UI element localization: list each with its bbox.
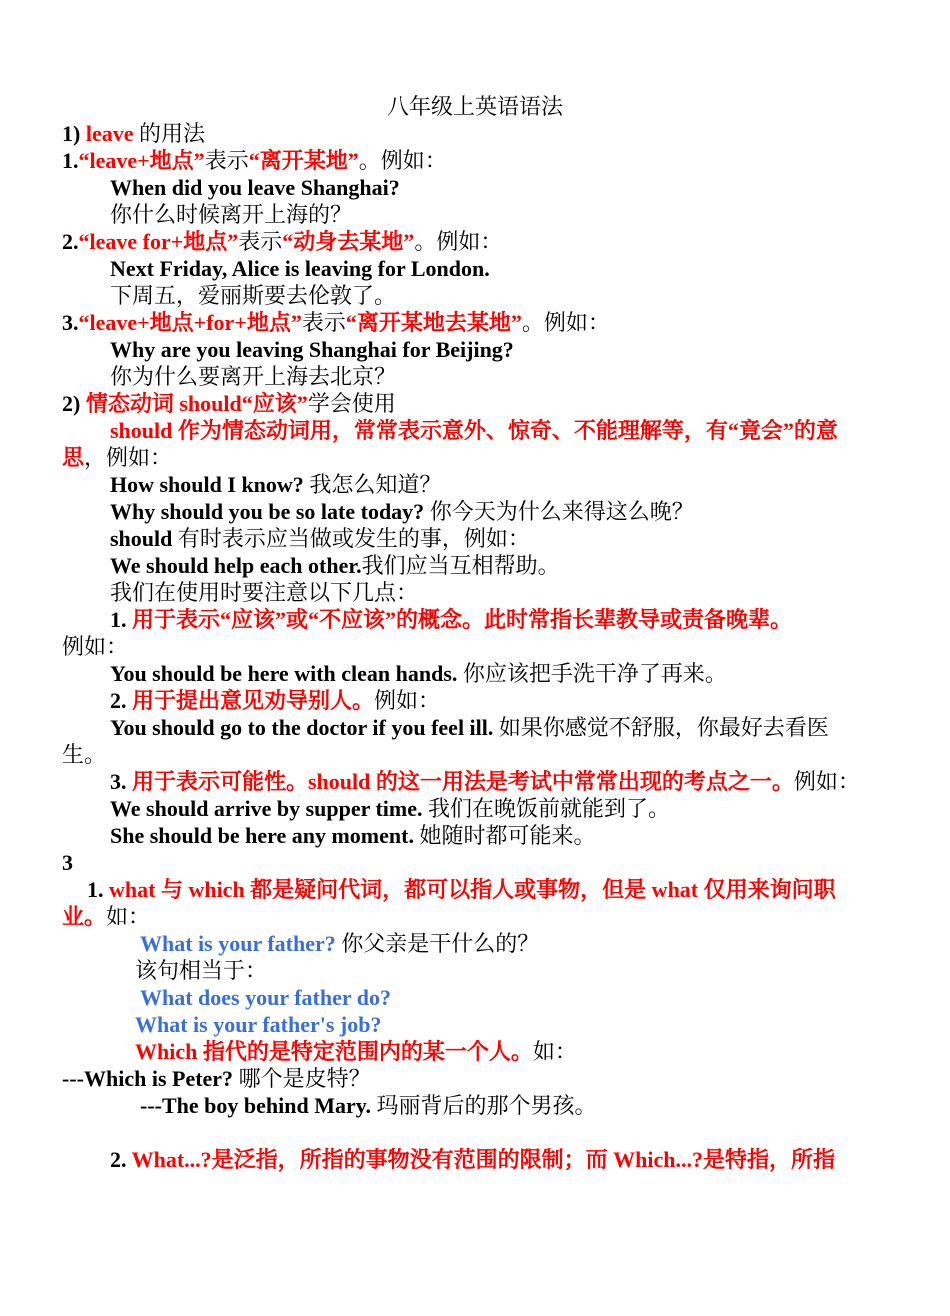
- example-en: How should I know?: [110, 472, 304, 497]
- example-3: [110, 552, 890, 579]
- point-highlight: 用于表示可能性。should 的这一用法是考试中常常出现的考点之一。: [126, 769, 794, 794]
- example-zh: 你应该把手洗干净了再来。: [457, 661, 727, 686]
- answer-zh: 玛丽背后的那个男孩。: [371, 1093, 597, 1118]
- section-number: 2): [62, 391, 81, 416]
- rule-number: 2.: [62, 229, 79, 254]
- point-number: 2.: [110, 688, 127, 713]
- point-2-example: [110, 714, 890, 741]
- example-zh: 你什么时候离开上海的？: [110, 202, 353, 227]
- point-1: [110, 606, 890, 633]
- point-2-cont: 生。: [62, 742, 107, 767]
- question-zh: 你父亲是干什么的？: [335, 931, 540, 956]
- intro-end: ，例如：: [84, 445, 173, 470]
- example-en: Why should you be so late today?: [110, 499, 425, 524]
- example-en: You should be here with clean hands.: [110, 661, 458, 686]
- question-zh: 哪个是皮特？: [233, 1066, 371, 1091]
- rule-mid: 表示: [301, 310, 346, 335]
- point-end: 例如：: [374, 688, 441, 713]
- question-en: What is your father?: [140, 931, 336, 956]
- should-intro-line-1: should 作为情态动词用，常常表示意外、惊奇、不能理解等，有“竟会”的意: [110, 418, 838, 443]
- point-highlight: 用于表示“应该”或“不应该”的概念。此时常指长辈教导或责备晚辈。: [126, 607, 793, 632]
- question-1: [140, 930, 890, 957]
- points-intro: 我们在使用时要注意以下几点：: [110, 580, 419, 605]
- point-highlight: what 与 which 都是疑问代词，都可以指人或事物，但是 what 仅用来询问职: [103, 877, 836, 902]
- example-en: You should go to the doctor if you feel ill.: [110, 715, 494, 740]
- heading-highlight: 情态动词 should“应该”: [85, 391, 308, 416]
- intro-highlight: 思: [62, 445, 85, 470]
- question-en: ---Which is Peter?: [62, 1066, 234, 1091]
- point-number: 2.: [110, 1147, 127, 1172]
- rule-mid: 表示: [238, 229, 283, 254]
- rule-meaning: “离开某地去某地”: [345, 310, 522, 335]
- section-1-heading: [62, 120, 890, 147]
- section-number: 1): [62, 121, 81, 146]
- point-highlight: 业。: [62, 904, 107, 929]
- example-2: [110, 498, 890, 525]
- point-3-example-2: [110, 822, 890, 849]
- example-en: Why are you leaving Shanghai for Beijing?: [110, 337, 514, 362]
- rule-mid: 表示: [204, 148, 249, 173]
- example-zh: 你今天为什么来得这么晚？: [424, 499, 694, 524]
- answer-en: ---The boy behind Mary.: [140, 1093, 372, 1118]
- rule-end: 。例如：: [521, 310, 610, 335]
- example-zh: 你为什么要离开上海去北京？: [110, 364, 397, 389]
- example-1: [110, 471, 890, 498]
- equivalent-note: 该句相当于：: [135, 958, 268, 983]
- point-end: 如：: [106, 904, 151, 929]
- s3-point-1: [87, 876, 890, 903]
- s3-point-2: [110, 1146, 890, 1173]
- example-zh: 她随时都可能来。: [413, 823, 596, 848]
- example-zh: 我们应当互相帮助。: [361, 553, 560, 578]
- point-1-example: [110, 660, 890, 687]
- answer-4: [140, 1092, 890, 1119]
- section-3-heading: 3: [62, 850, 73, 875]
- section-2-heading: [62, 390, 890, 417]
- rule-pattern: “leave+地点+for+地点”: [78, 310, 302, 335]
- rule-pattern: “leave+地点”: [78, 148, 205, 173]
- which-note: [135, 1038, 890, 1065]
- point-number: 3.: [110, 769, 127, 794]
- point-3: [110, 768, 898, 795]
- example-zh: 我怎么知道？: [303, 472, 442, 497]
- rule-end: 。例如：: [358, 148, 447, 173]
- rule-meaning: “离开某地”: [248, 148, 359, 173]
- should-note: [110, 525, 890, 552]
- point-number: 1.: [87, 877, 104, 902]
- example-en: She should be here any moment.: [110, 823, 414, 848]
- which-end: 如：: [532, 1039, 577, 1064]
- rule-meaning: “动身去某地”: [282, 229, 415, 254]
- example-en: We should help each other.: [110, 553, 362, 578]
- rule-number: 3.: [62, 310, 79, 335]
- keyword: leave: [85, 121, 134, 146]
- s3-point-1-cont: [62, 903, 890, 930]
- rule-1: [62, 147, 890, 174]
- should-intro-line-2: [62, 444, 890, 471]
- point-highlight: What...?是泛指，所指的事物没有范围的限制；而 Which...?是特指，所指: [126, 1147, 836, 1172]
- heading-text: 的用法: [133, 121, 205, 146]
- example-zh: 如果你感觉不舒服，你最好去看医: [493, 715, 829, 740]
- point-number: 1.: [110, 607, 127, 632]
- example-zh: 我们在晚饭前就能到了。: [422, 796, 671, 821]
- note-text: 有时表示应当做或发生的事，例如：: [172, 526, 530, 551]
- which-highlight: Which 指代的是特定范围内的某一个人。: [135, 1039, 533, 1064]
- rule-pattern: “leave for+地点”: [78, 229, 239, 254]
- rule-3: [62, 309, 890, 336]
- rule-2: [62, 228, 890, 255]
- example-en: Next Friday, Alice is leaving for London.: [110, 256, 490, 281]
- point-3-example-1: [110, 795, 890, 822]
- question-3: What is your father's job?: [135, 1012, 382, 1037]
- example-zh: 下周五，爱丽斯要去伦敦了。: [110, 283, 397, 308]
- point-end: 例如：: [793, 769, 860, 794]
- question-2: What does your father do?: [140, 985, 391, 1010]
- example-en: When did you leave Shanghai?: [110, 175, 400, 200]
- rule-end: 。例如：: [414, 229, 503, 254]
- point-1-cont: 例如：: [62, 634, 129, 659]
- point-2: [110, 687, 890, 714]
- note-keyword: should: [110, 526, 173, 551]
- rule-number: 1.: [62, 148, 79, 173]
- point-highlight: 用于提出意见劝导别人。: [126, 688, 375, 713]
- example-en: We should arrive by supper time.: [110, 796, 423, 821]
- heading-text: 学会使用: [307, 391, 396, 416]
- question-4: [62, 1065, 890, 1092]
- page-title: 八年级上英语语法: [386, 94, 563, 119]
